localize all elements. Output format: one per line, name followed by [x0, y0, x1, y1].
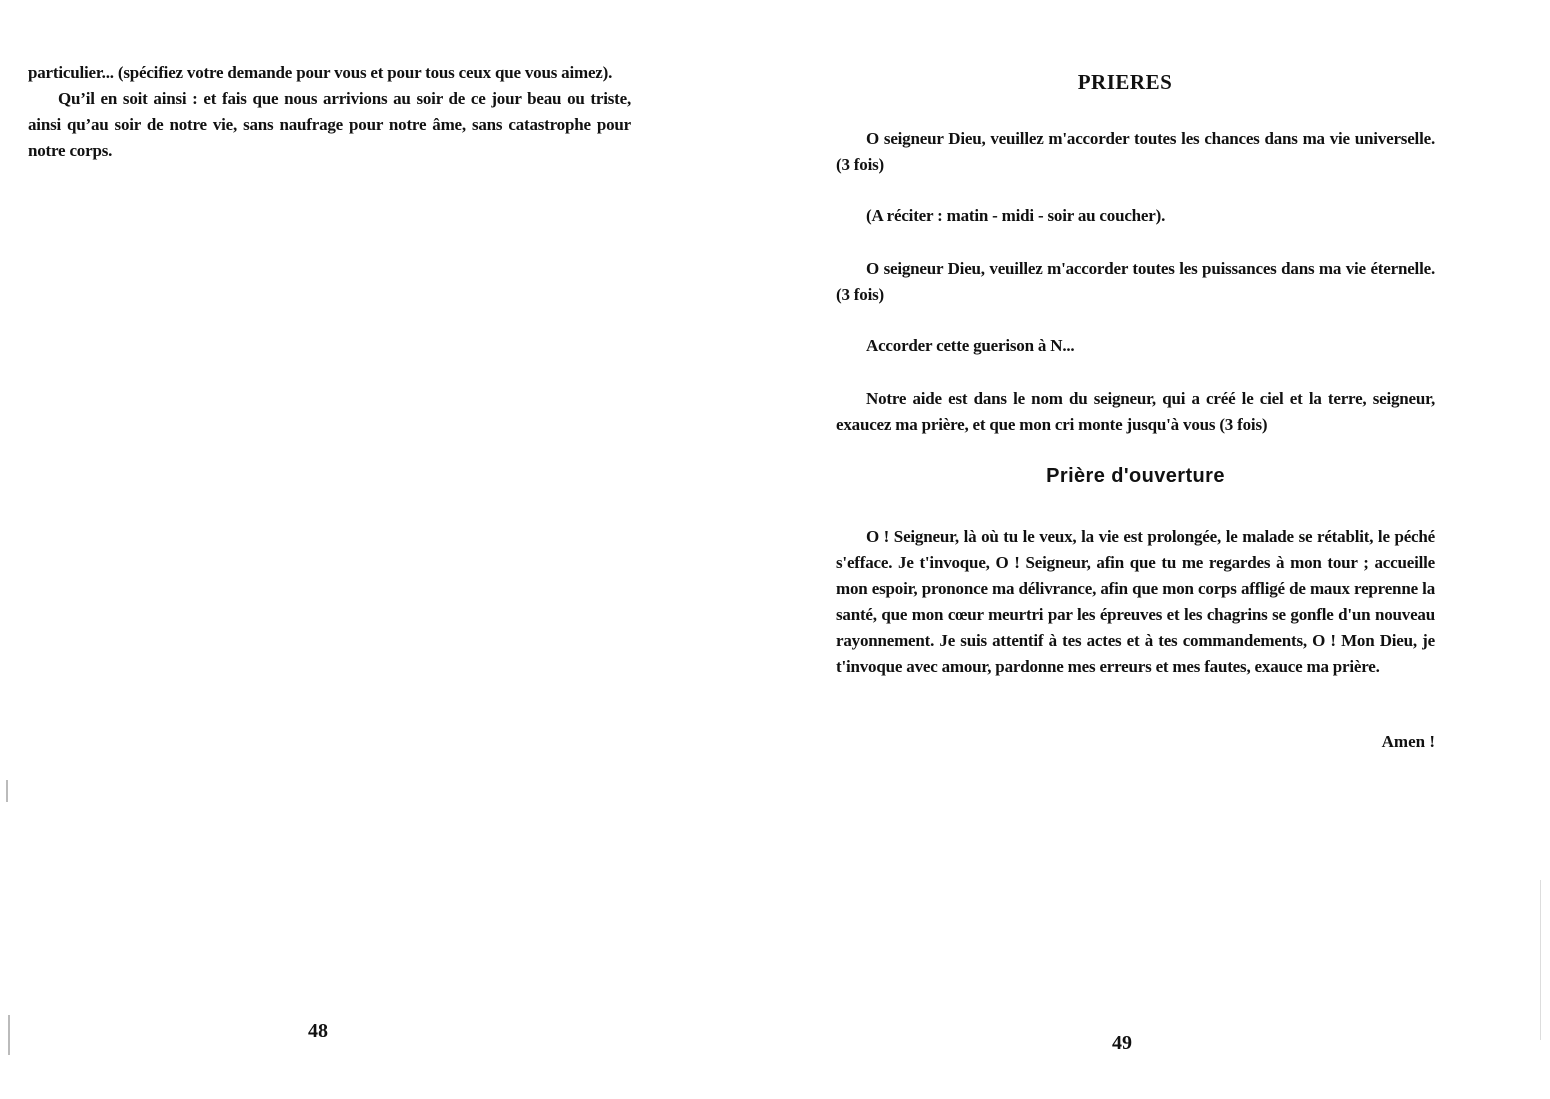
prayer-paragraph-puissances: O seigneur Dieu, veuillez m'accorder toutes les puissances dans ma vie éternelle. (3 fois): [836, 259, 1435, 304]
healing-request: Accorder cette guerison à N...: [866, 336, 1075, 355]
scan-edge-mark: [1540, 880, 1541, 1040]
page-title: PRIERES: [1077, 70, 1173, 94]
section-subtitle: Prière d'ouverture: [1046, 465, 1225, 487]
left-paragraph-continuation: particulier... (spécifiez votre demande pour vous et pour tous ceux que vous aimez).: [28, 63, 613, 82]
scan-edge-mark: [6, 780, 8, 802]
opening-prayer-text: O ! Seigneur, là où tu le veux, la vie est prolongée, le malade se rétablit, le péché s'efface. Je t'invoque, O ! Seigneur, afin que tu me regardes à mon tour ; accueille mon espoir, prononce ma délivrance, afin que mon corps affligé de maux reprenne la santé, que mon cœur meurtri par les épreuves et les chagrins se gonfle d'un nouveau rayonnement. Je suis attentif à tes actes et à tes commandements, O ! Mon Dieu, je t'invoque avec amour, pardonne mes erreurs et mes fautes, exauce ma prière.: [836, 527, 1435, 676]
closing-amen: Amen !: [1381, 732, 1435, 751]
prayer-paragraph-aide: Notre aide est dans le nom du seigneur, qui a créé le ciel et la terre, seigneur, exaucez ma prière, et que mon cri monte jusqu'à vous (3 fois): [836, 389, 1435, 434]
prayer-paragraph-chances: O seigneur Dieu, veuillez m'accorder toutes les chances dans ma vie universelle. (3 fois): [836, 129, 1435, 174]
left-page-body: [28, 60, 631, 164]
right-page: [775, 0, 1550, 1099]
page-number-left: 48: [308, 1020, 328, 1042]
recitation-note: (A réciter : matin - midi - soir au coucher).: [866, 206, 1166, 225]
scan-edge-mark: [8, 1015, 10, 1055]
left-paragraph-closing: Qu’il en soit ainsi : et fais que nous arrivions au soir de ce jour beau ou triste, ainsi qu’au soir de notre vie, sans naufrage pour notre âme, sans catastrophe pour notre corps.: [28, 89, 631, 160]
page-number-right: 49: [1112, 1032, 1132, 1054]
